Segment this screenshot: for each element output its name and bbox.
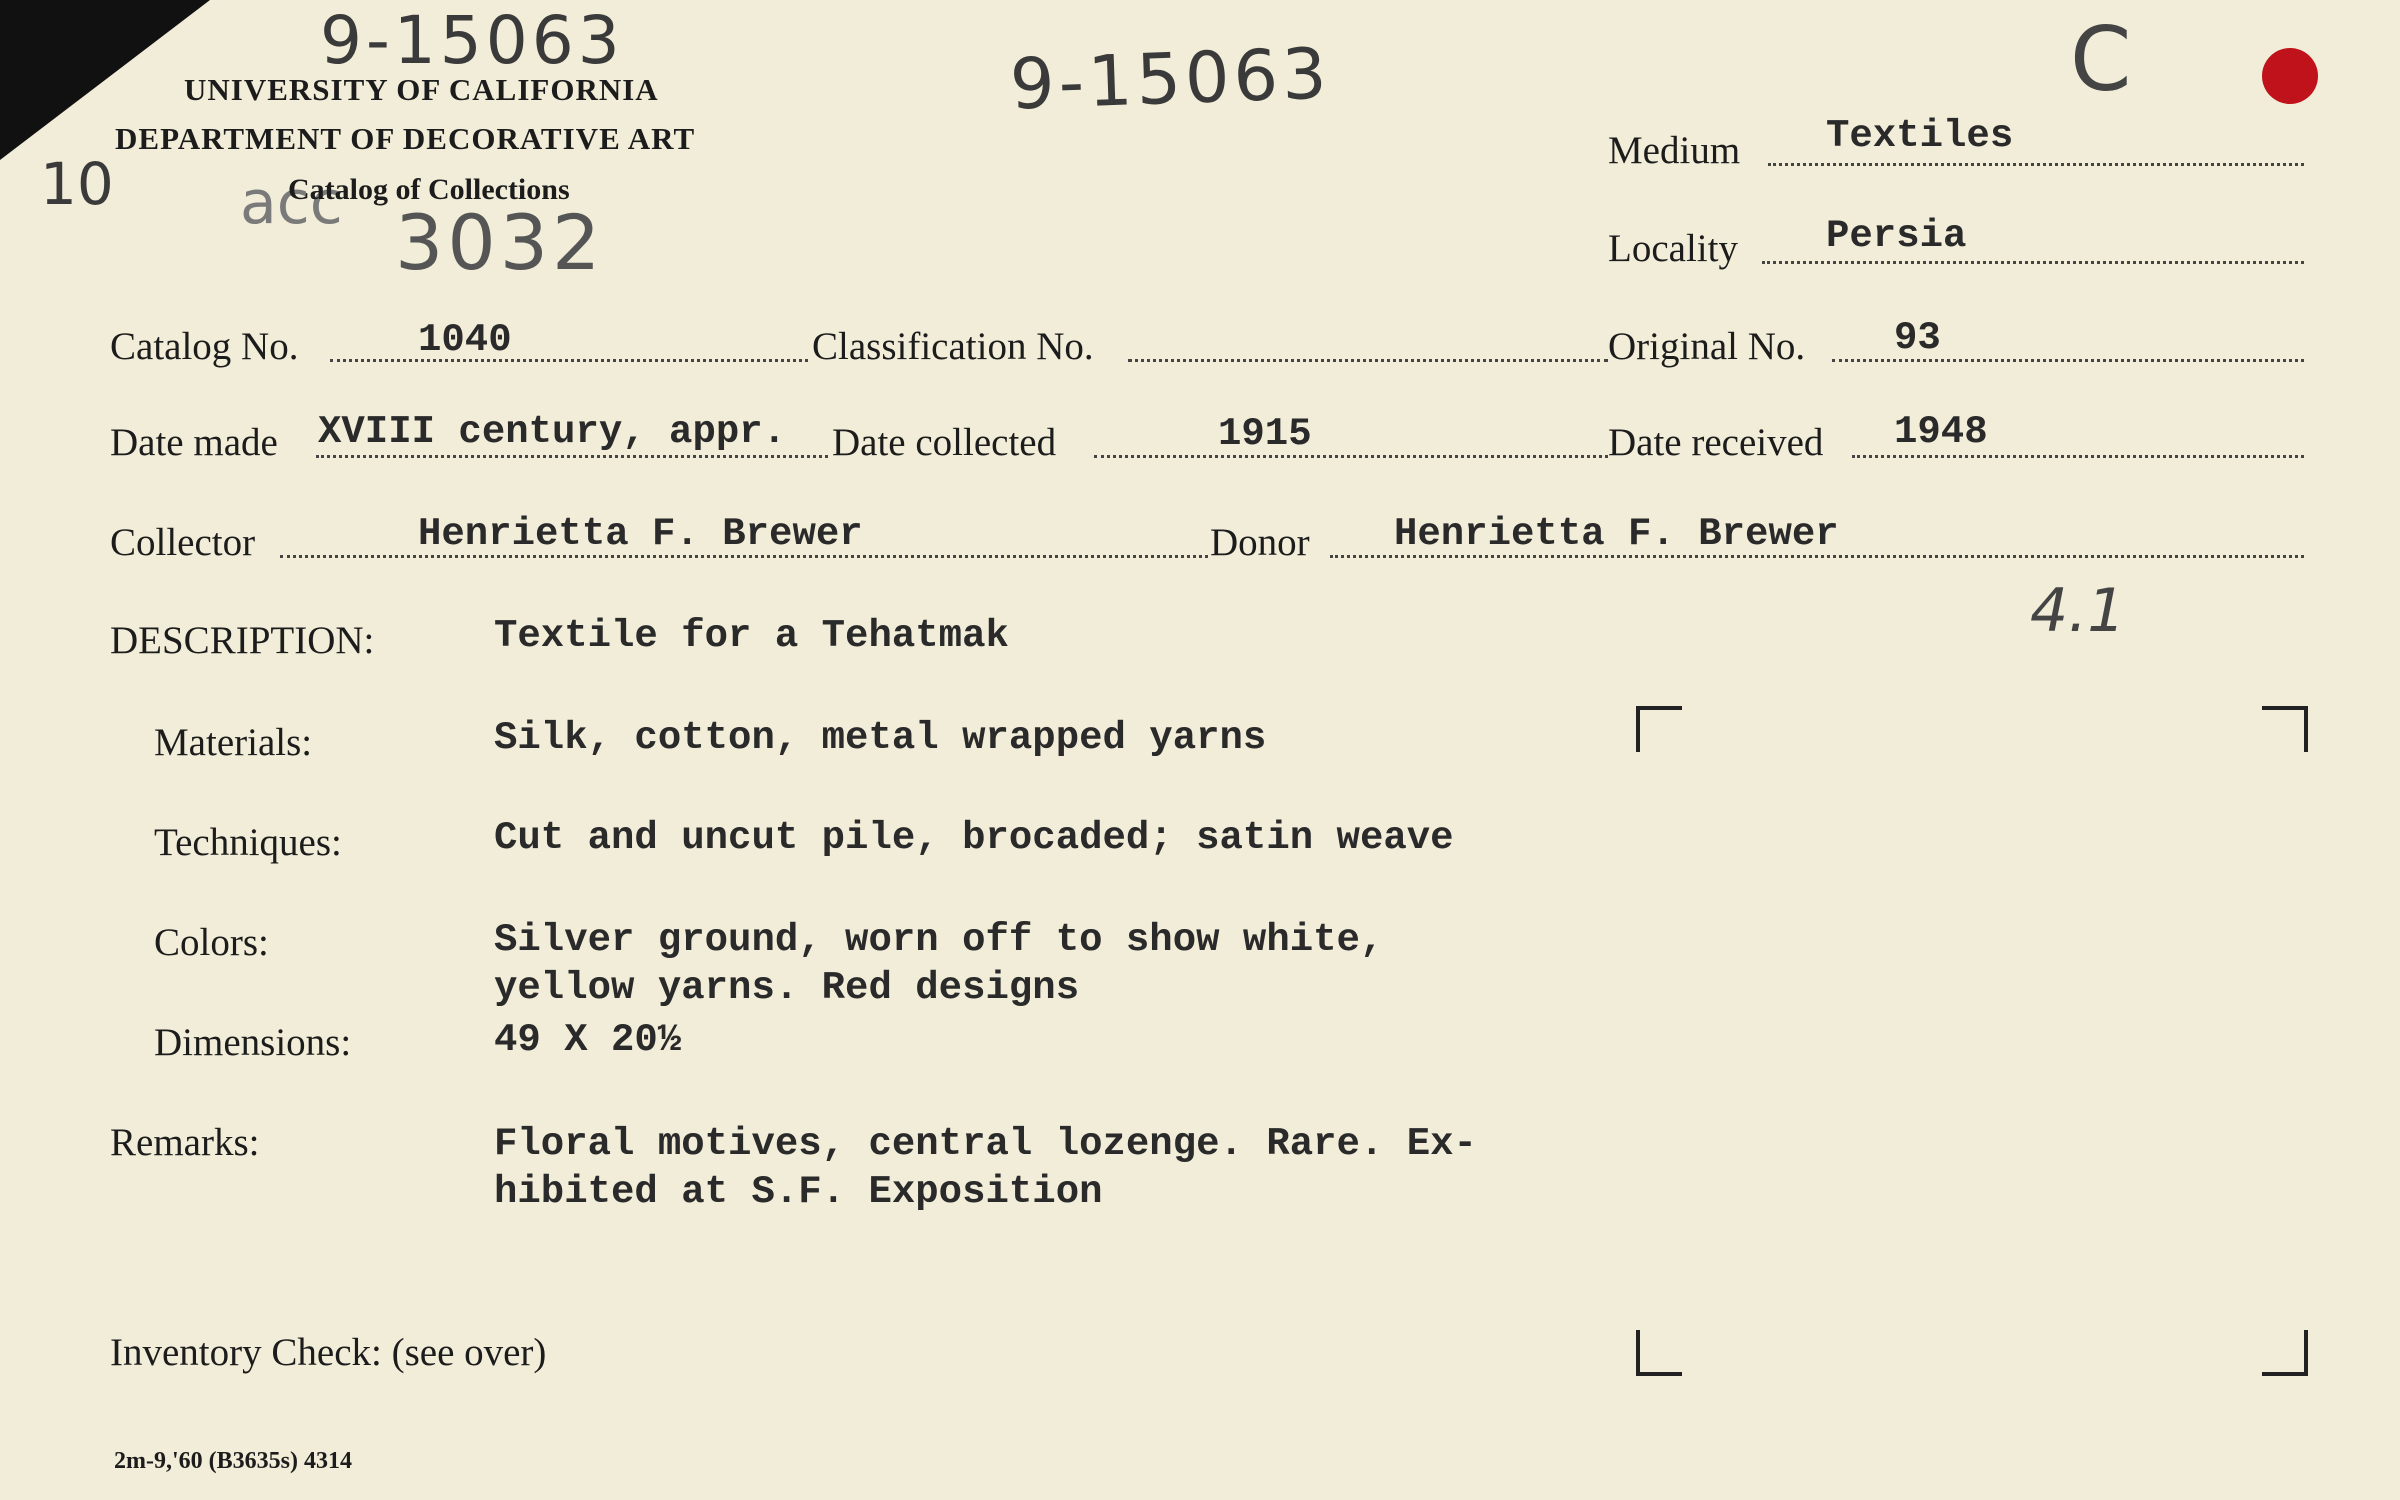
handwritten-number-center: 9-15063 <box>1008 32 1332 126</box>
colors-value-line2: yellow yarns. Red designs <box>494 966 1080 1010</box>
handwritten-top-right-mark: C <box>2070 8 2132 111</box>
handwritten-mid-right-number: 4.1 <box>2030 576 2126 646</box>
handwritten-acc-number: 3032 <box>395 198 605 287</box>
date-collected-value: 1915 <box>1218 412 1312 456</box>
remarks-label: Remarks: <box>110 1121 260 1164</box>
handwritten-acc-prefix: acc <box>240 168 343 238</box>
handwritten-number-left: 9-15063 <box>320 2 624 79</box>
catalog-no-line <box>330 359 808 362</box>
donor-label: Donor <box>1210 521 1310 564</box>
original-no-label: Original No. <box>1608 325 1806 368</box>
photo-corner-top-right <box>2262 706 2308 752</box>
medium-line <box>1768 163 2304 166</box>
collector-value: Henrietta F. Brewer <box>418 512 863 556</box>
remarks-value-line1: Floral motives, central lozenge. Rare. Ex- <box>494 1122 1477 1166</box>
header-department: DEPARTMENT OF DECORATIVE ART <box>115 121 696 156</box>
collector-label: Collector <box>110 521 256 564</box>
materials-value: Silk, cotton, metal wrapped yarns <box>494 716 1267 760</box>
date-made-line <box>316 455 828 458</box>
medium-label: Medium <box>1608 129 1741 172</box>
date-collected-line <box>1094 455 1608 458</box>
colors-value-line1: Silver ground, worn off to show white, <box>494 918 1384 962</box>
catalog-no-label: Catalog No. <box>110 325 299 368</box>
medium-value: Textiles <box>1826 114 2014 158</box>
date-collected-label: Date collected <box>832 421 1057 464</box>
dimensions-label: Dimensions: <box>154 1021 352 1064</box>
techniques-label: Techniques: <box>154 821 342 864</box>
classification-no-label: Classification No. <box>812 325 1094 368</box>
remarks-value-line2: hibited at S.F. Exposition <box>494 1170 1103 1214</box>
locality-line <box>1762 261 2304 264</box>
photo-corner-bottom-right <box>2262 1330 2308 1376</box>
locality-value: Persia <box>1826 214 1967 258</box>
dimensions-value: 49 X 20½ <box>494 1018 682 1062</box>
handwritten-margin-number: 10 <box>40 150 114 218</box>
locality-label: Locality <box>1608 227 1738 270</box>
date-received-line <box>1852 455 2304 458</box>
techniques-value: Cut and uncut pile, brocaded; satin weave <box>494 816 1454 860</box>
print-code: 2m-9,'60 (B3635s) 4314 <box>114 1448 352 1474</box>
original-no-value: 93 <box>1894 316 1941 360</box>
description-label: DESCRIPTION: <box>110 619 375 662</box>
materials-label: Materials: <box>154 721 313 764</box>
inventory-check: Inventory Check: (see over) <box>110 1331 547 1374</box>
red-seal-dot <box>2262 48 2318 104</box>
header-university: UNIVERSITY OF CALIFORNIA <box>184 72 659 107</box>
date-made-value: XVIII century, appr. <box>318 410 787 454</box>
description-value: Textile for a Tehatmak <box>494 614 1009 658</box>
header-catalog-of-collections: Catalog of Collections <box>288 173 570 206</box>
colors-label: Colors: <box>154 921 269 964</box>
photo-corner-top-left <box>1636 706 1682 752</box>
date-received-label: Date received <box>1608 421 1824 464</box>
classification-no-line <box>1128 359 1608 362</box>
donor-value: Henrietta F. Brewer <box>1394 512 1839 556</box>
date-made-label: Date made <box>110 421 278 464</box>
date-received-value: 1948 <box>1894 410 1988 454</box>
catalog-no-value: 1040 <box>418 318 512 362</box>
photo-corner-bottom-left <box>1636 1330 1682 1376</box>
